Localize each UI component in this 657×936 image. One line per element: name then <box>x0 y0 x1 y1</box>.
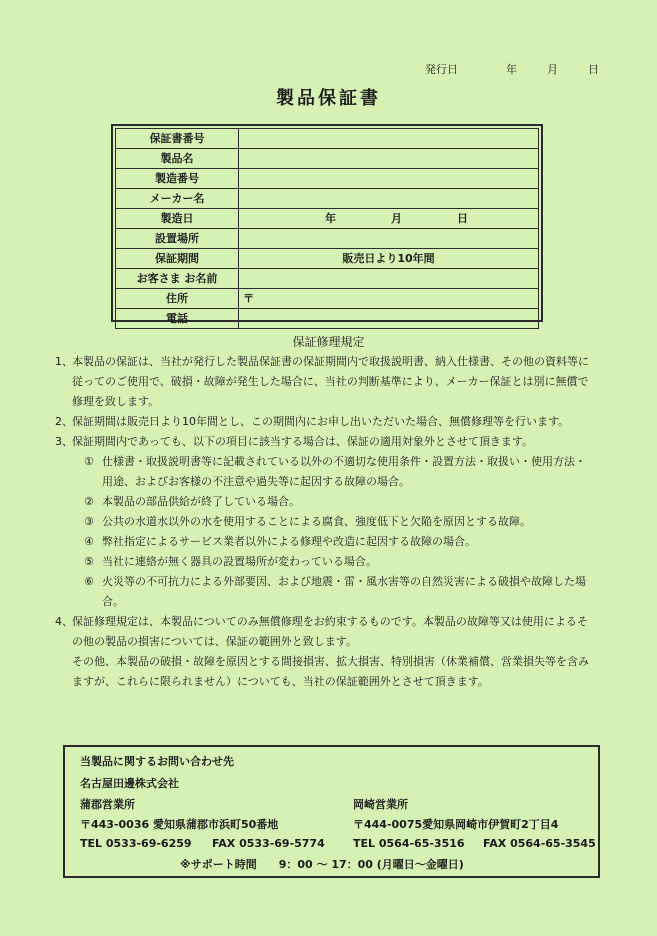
issue-month-label: 月 <box>547 63 558 76</box>
subitem-text: 弊社指定によるサービス業者以外による修理や改造に起因する故障の場合。 <box>102 535 476 548</box>
office1-fax: FAX 0533-69-5774 <box>212 837 325 850</box>
table-row <box>116 149 539 169</box>
product-name-field[interactable] <box>239 149 539 169</box>
row-label: 保証期間 <box>116 249 239 269</box>
support-hours: ※サポート時間 9：00 ～ 17：00 (月曜日～金曜日) <box>180 858 464 871</box>
row-label: メーカー名 <box>116 189 239 209</box>
terms-title: 保証修理規定 <box>292 335 365 349</box>
table-row <box>116 189 539 209</box>
office2-tel: TEL 0564-65-3516 <box>353 837 465 850</box>
terms-subitem <box>55 512 595 532</box>
row-label: 保証書番号 <box>116 129 239 149</box>
subitem-mark: ⑤ <box>84 555 94 568</box>
date-day-label: 日 <box>457 212 468 225</box>
issue-date-label: 発行日 <box>425 63 458 76</box>
office2-name: 岡崎営業所 <box>353 798 408 811</box>
row-label: 住所 <box>116 289 239 309</box>
issue-date <box>425 61 599 77</box>
address-field[interactable]: 〒 <box>239 289 539 309</box>
terms-body <box>55 352 595 692</box>
date-month-label: 月 <box>391 212 402 225</box>
date-year-label: 年 <box>325 212 336 225</box>
registration-table <box>111 124 543 325</box>
item-text: 保証期間は販売日より10年間とし、この期間内にお申し出いただいた場合、無償修理等を行います。 <box>72 415 570 428</box>
item-text: 本製品の保証は、当社が発行した製品保証書の保証期間内で取扱説明書、納入仕様書、その他の資料等に従ってのご使用で、破損・故障が発生した場合に、当社の判断基準により、メーカー保証とは別に無償で修理を致します。 <box>72 355 589 408</box>
terms-item-1 <box>55 352 595 412</box>
serial-number-field[interactable] <box>239 169 539 189</box>
warranty-number-field[interactable] <box>239 129 539 149</box>
contact-heading: 当製品に関するお問い合わせ先 <box>80 755 234 768</box>
table-row <box>116 289 539 309</box>
issue-day-label: 日 <box>588 63 599 76</box>
item-text: 保証修理規定は、本製品についてのみ無償修理をお約束するものです。本製品の故障等又は使用によるその他の製品の損害については、保証の範囲外と致します。 <box>72 615 588 648</box>
row-label: 製造日 <box>116 209 239 229</box>
table-row <box>116 269 539 289</box>
row-label: 電話 <box>116 309 239 329</box>
terms-subitem <box>55 532 595 552</box>
install-location-field[interactable] <box>239 229 539 249</box>
terms-subitem <box>55 572 595 612</box>
subitem-text: 公共の水道水以外の水を使用することによる腐食、強度低下と欠陥を原因とする故障。 <box>102 515 531 528</box>
terms-subitem <box>55 552 595 572</box>
table-row <box>116 309 539 329</box>
office1-address: 〒443-0036 愛知県蒲郡市浜町50番地 <box>80 818 279 831</box>
phone-field[interactable] <box>239 309 539 329</box>
terms-item-4 <box>55 612 595 652</box>
subitem-text: 仕様書・取扱説明書等に記載されている以外の不適切な使用条件・設置方法・取扱い・使用方法・用途、およびお客様の不注意や過失等に起因する故障の場合。 <box>102 455 586 488</box>
company-name: 名古屋田邊株式会社 <box>80 777 179 790</box>
item-number: 1、 <box>55 355 73 368</box>
item-text: 保証期間内であっても、以下の項目に該当する場合は、保証の適用対象外とさせて頂きます。 <box>72 435 534 448</box>
subitem-mark: ⑥ <box>84 575 94 588</box>
office1-name: 蒲郡営業所 <box>80 798 135 811</box>
item-number: 2、 <box>55 415 73 428</box>
office2-fax: FAX 0564-65-3545 <box>483 837 596 850</box>
row-label: 製造番号 <box>116 169 239 189</box>
table-row <box>116 209 539 229</box>
subitem-text: 本製品の部品供給が終了している場合。 <box>102 495 300 508</box>
terms-item-4-extra: その他、本製品の破損・故障を原因とする間接損害、拡大損害、特別損害（休業補償、営業損失等を含みますが、これらに限られません）についても、当社の保証範囲外とさせて頂きます。 <box>72 655 589 688</box>
table-row <box>116 169 539 189</box>
row-label: 設置場所 <box>116 229 239 249</box>
subitem-mark: ② <box>84 495 94 508</box>
subitem-mark: ③ <box>84 515 94 528</box>
terms-subitem <box>55 492 595 512</box>
manufacturer-field[interactable] <box>239 189 539 209</box>
subitem-mark: ④ <box>84 535 94 548</box>
customer-name-field[interactable] <box>239 269 539 289</box>
manufacture-date-field[interactable] <box>239 209 539 229</box>
office2-address: 〒444-0075愛知県岡崎市伊賀町2丁目4 <box>353 818 559 831</box>
contact-box <box>63 745 600 878</box>
item-number: 3、 <box>55 435 73 448</box>
office1-tel: TEL 0533-69-6259 <box>80 837 192 850</box>
terms-subitem <box>55 452 595 492</box>
row-label: お客さま お名前 <box>116 269 239 289</box>
terms-item-2 <box>55 412 595 432</box>
page-title: 製品保証書 <box>276 88 381 109</box>
row-label: 製品名 <box>116 149 239 169</box>
item-number: 4、 <box>55 615 73 628</box>
warranty-period-value: 販売日より10年間 <box>239 249 539 269</box>
subitem-text: 当社に連絡が無く器具の設置場所が変わっている場合。 <box>102 555 377 568</box>
table-row <box>116 229 539 249</box>
terms-item-3 <box>55 432 595 452</box>
table-row <box>116 129 539 149</box>
subitem-text: 火災等の不可抗力による外部要因、および地震・雷・風水害等の自然災害による破損や故障した場合。 <box>102 575 586 608</box>
table-row <box>116 249 539 269</box>
issue-year-label: 年 <box>506 63 517 76</box>
subitem-mark: ① <box>84 455 94 468</box>
